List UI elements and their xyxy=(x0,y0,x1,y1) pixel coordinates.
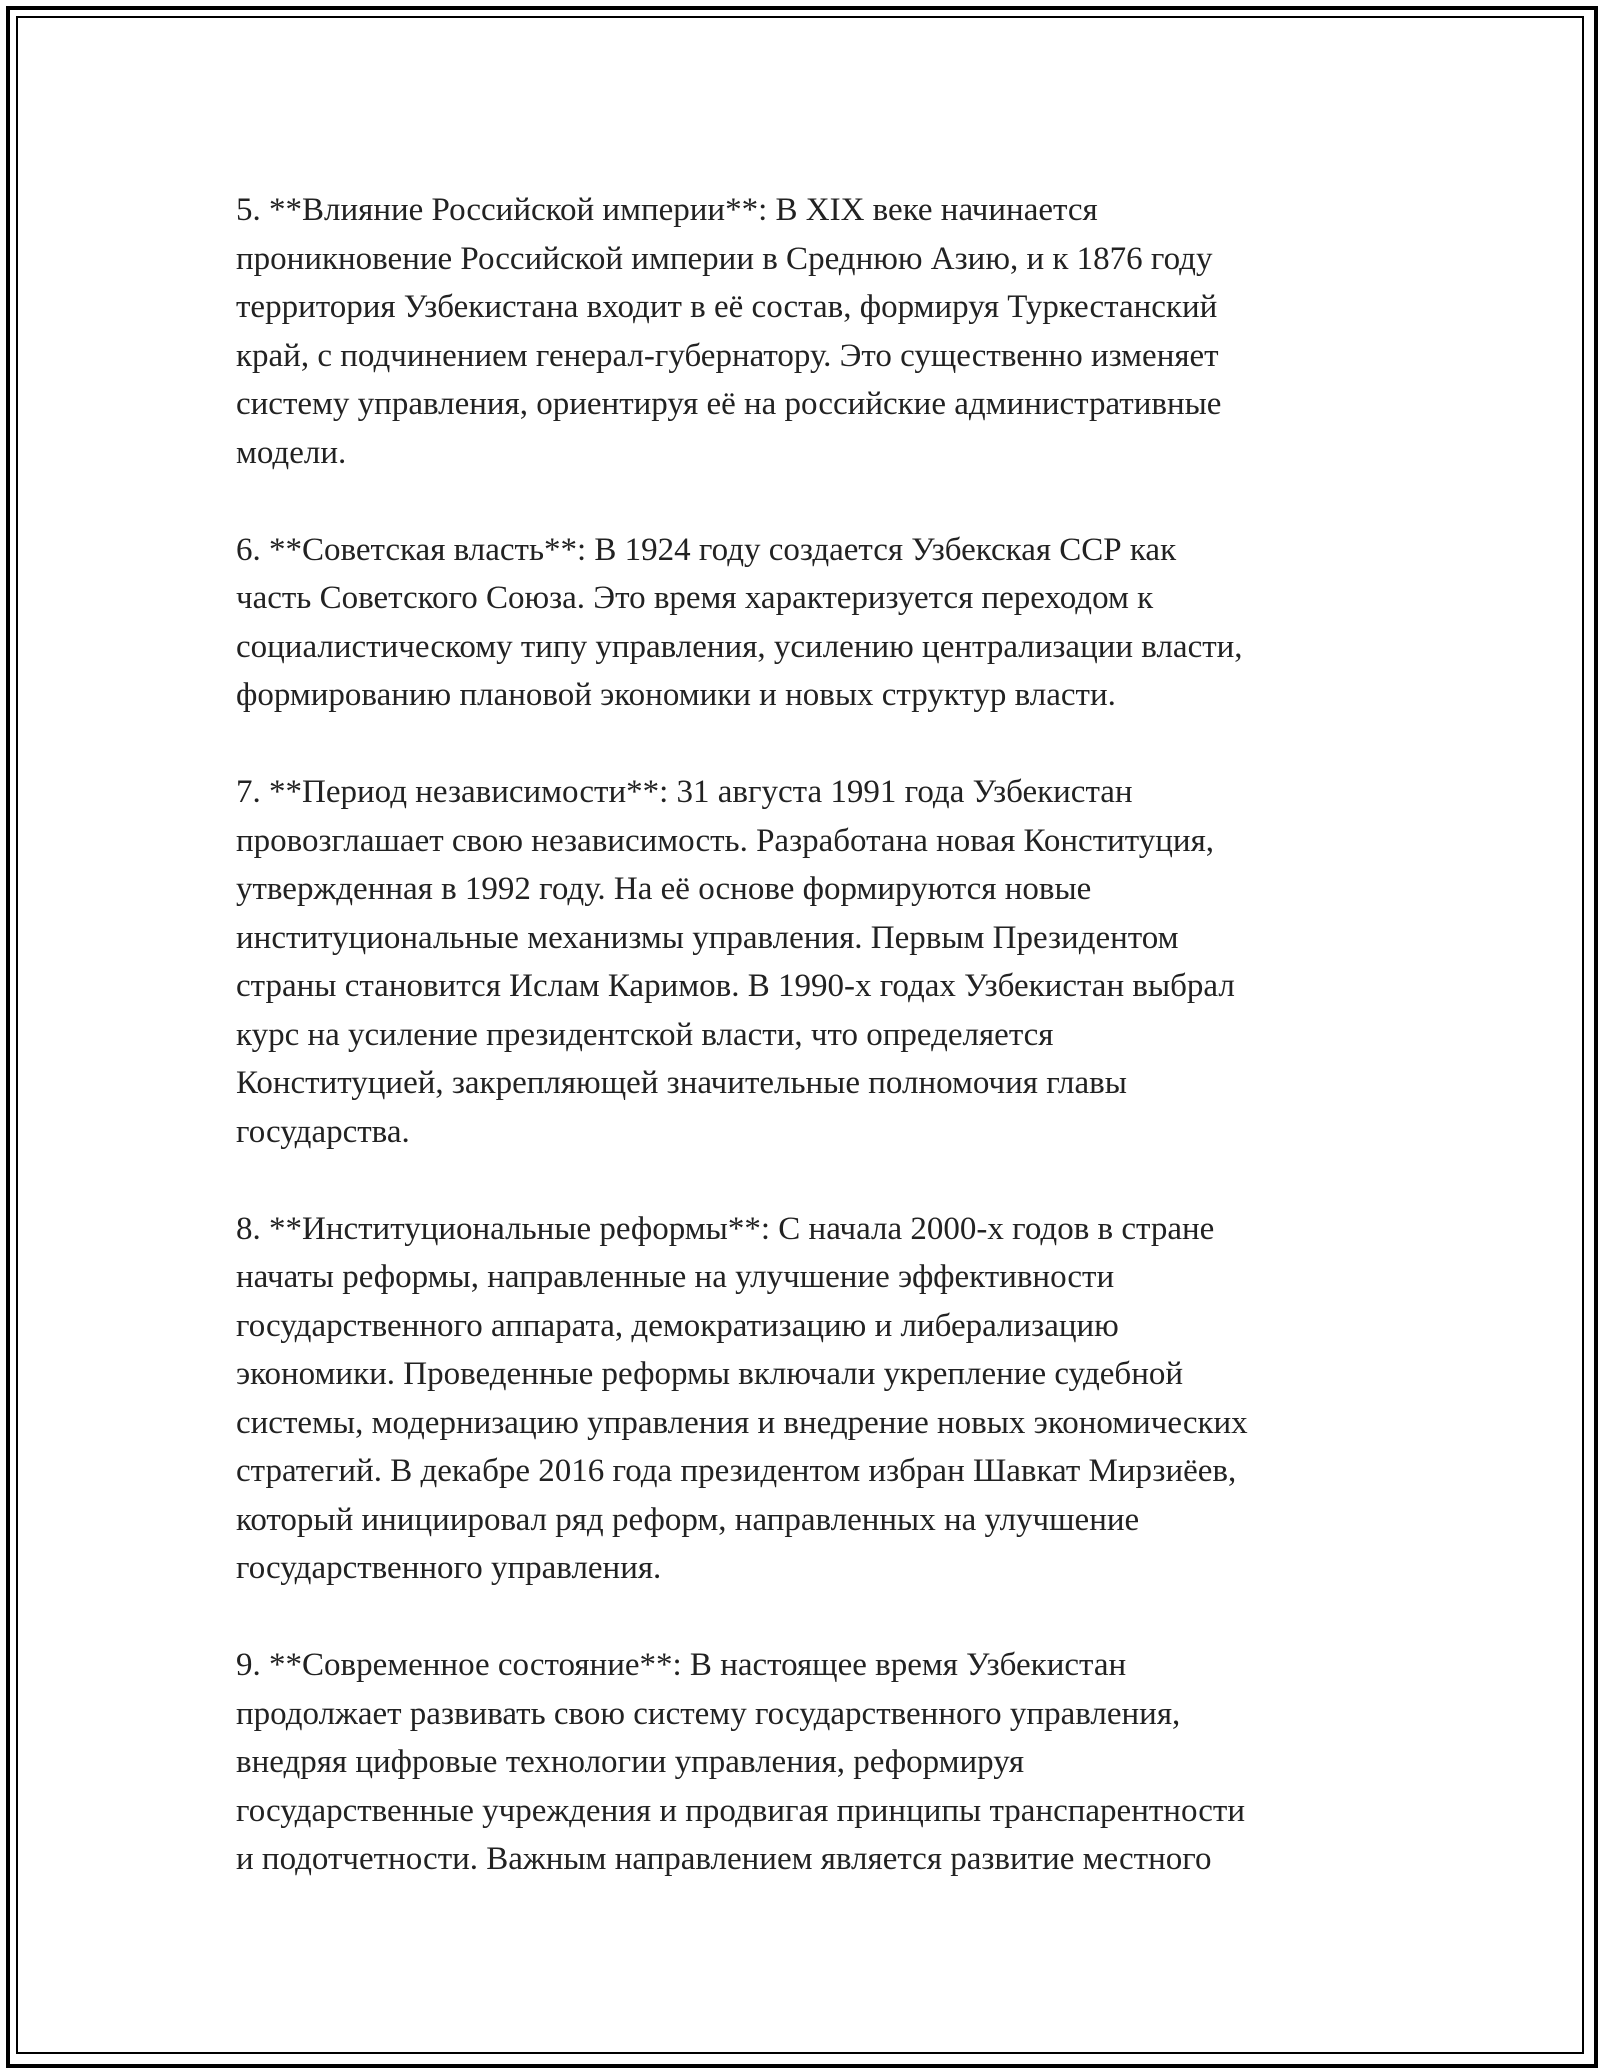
text-line: государственного управления. xyxy=(236,1550,662,1586)
text-line: 7. **Период независимости**: 31 августа 1991 года Узбекистан xyxy=(236,774,1133,810)
paragraph-independence xyxy=(236,768,1376,1156)
text-line: 5. **Влияние Российской империи**: В XIX веке начинается xyxy=(236,192,1098,228)
paragraph-soviet-power xyxy=(236,526,1376,720)
text-line: курс на усиление президентской власти, что определяется xyxy=(236,1016,1054,1053)
text-line: территория Узбекистана входит в её состав, формируя Туркестанский xyxy=(236,289,1218,325)
text-line: провозглашает свою независимость. Разработана новая Конституция, xyxy=(236,822,1215,859)
text-line: часть Советского Союза. Это время характеризуется переходом к xyxy=(236,580,1154,616)
text-line: продолжает развивать свою систему государственного управления, xyxy=(236,1695,1181,1732)
paragraph-russian-empire xyxy=(236,186,1376,477)
text-line: который инициировал ряд реформ, направленных на улучшение xyxy=(236,1501,1140,1538)
text-line: формированию плановой экономики и новых структур власти. xyxy=(236,677,1116,713)
text-line: внедряя цифровые технологии управления, реформируя xyxy=(236,1744,1025,1780)
text-line: государственные учреждения и продвигая принципы транспарентности xyxy=(236,1792,1245,1829)
text-line: систему управления, ориентируя её на российские административные xyxy=(236,386,1222,422)
text-line: проникновение Российской империи в Среднюю Азию, и к 1876 году xyxy=(236,240,1213,277)
text-line: 9. **Современное состояние**: В настоящее время Узбекистан xyxy=(236,1647,1127,1683)
text-line: экономики. Проведенные реформы включали укрепление судебной xyxy=(236,1356,1184,1392)
text-line: государственного аппарата, демократизацию и либерализацию xyxy=(236,1307,1119,1344)
document-body xyxy=(236,186,1376,1884)
text-line: институциональные механизмы управления. Первым Президентом xyxy=(236,919,1179,956)
text-line: страны становится Ислам Каримов. В 1990-х годах Узбекистан выбрал xyxy=(236,968,1235,1004)
text-line: и подотчетности. Важным направлением является развитие местного xyxy=(236,1841,1212,1877)
paragraph-current-state xyxy=(236,1641,1376,1884)
text-line: край, с подчинением генерал-губернатору. Это существенно изменяет xyxy=(236,337,1219,374)
text-line: Конституцией, закрепляющей значительные полномочия главы xyxy=(236,1065,1127,1101)
text-line: государства. xyxy=(236,1113,410,1150)
text-line: стратегий. В декабре 2016 года президентом избран Шавкат Мирзиёев, xyxy=(236,1453,1237,1489)
text-line: 6. **Советская власть**: В 1924 году создается Узбекская ССР как xyxy=(236,531,1177,568)
paragraph-institutional-reforms xyxy=(236,1205,1376,1593)
text-line: модели. xyxy=(236,434,347,471)
text-line: системы, модернизацию управления и внедрение новых экономических xyxy=(236,1404,1248,1441)
text-line: социалистическому типу управления, усилению централизации власти, xyxy=(236,628,1243,665)
text-line: утвержденная в 1992 году. На её основе формируются новые xyxy=(236,871,1092,907)
text-line: начаты реформы, направленные на улучшение эффективности xyxy=(236,1259,1115,1295)
text-line: 8. **Институциональные реформы**: С начала 2000-х годов в стране xyxy=(236,1210,1215,1247)
